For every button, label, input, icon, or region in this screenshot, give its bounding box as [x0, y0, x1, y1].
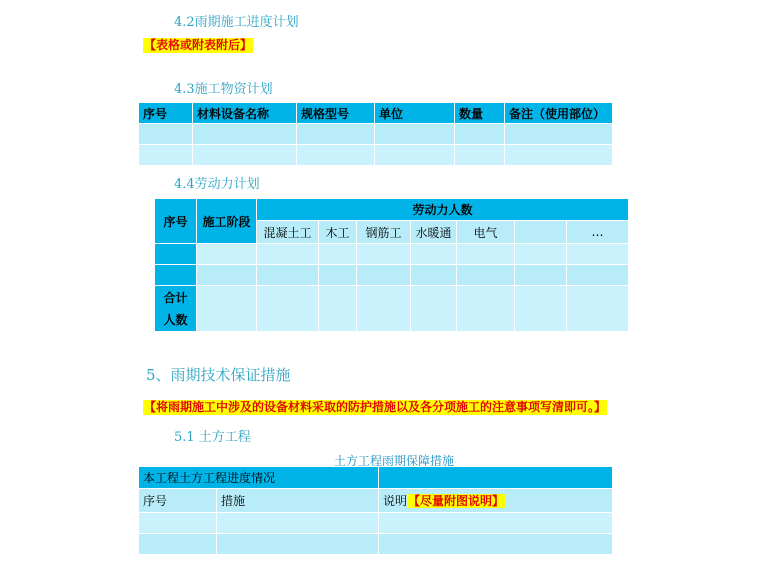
- progress-row: [139, 467, 613, 489]
- col-seq: 序号: [139, 103, 193, 124]
- trade-concrete: 混凝土工: [257, 221, 319, 244]
- section-4-4-title: 4.4劳动力计划: [174, 177, 260, 192]
- col-stage: 施工阶段: [197, 199, 257, 244]
- section-4-2-title: 4.2雨期施工进度计划: [174, 15, 299, 30]
- total-label-line1: 合计: [163, 290, 188, 305]
- materials-table: [138, 102, 613, 166]
- earthwork-table: [138, 466, 613, 555]
- labor-table: [154, 198, 629, 332]
- col-spec: 规格型号: [297, 103, 375, 124]
- trade-rebar: 钢筋工: [357, 221, 411, 244]
- progress-label: 本工程土方工程进度情况: [139, 467, 379, 489]
- section-5-1-title: 5.1 土方工程: [174, 430, 251, 445]
- labor-header-row: [155, 199, 629, 221]
- col-note: [379, 489, 613, 513]
- col-unit: 单位: [375, 103, 455, 124]
- section-5-note: 【将雨期施工中涉及的设备材料采取的防护措施以及各分项施工的注意事项写清即可。】: [144, 400, 607, 414]
- col-remark: 备注（使用部位）: [505, 103, 613, 124]
- col-material: 材料设备名称: [193, 103, 297, 124]
- table-row: [155, 265, 629, 286]
- total-row: [155, 286, 629, 332]
- section-5-title: 5、雨期技术保证措施: [146, 366, 291, 384]
- earthwork-header-row: [139, 489, 613, 513]
- col-labor-count: 劳动力人数: [257, 199, 629, 221]
- col-quantity: 数量: [455, 103, 505, 124]
- col-note-hint: 【尽量附图说明】: [408, 494, 505, 508]
- trade-hvac: 水暖通: [411, 221, 457, 244]
- col-seq: 序号: [155, 199, 197, 244]
- col-note-label: 说明: [383, 494, 408, 508]
- col-seq: 序号: [139, 489, 217, 513]
- total-label-line2: 人数: [163, 312, 188, 327]
- col-measure: 措施: [217, 489, 379, 513]
- earthwork-table-caption: 土方工程雨期保障措施: [334, 454, 455, 468]
- trade-electrical: 电气: [457, 221, 515, 244]
- table-row: [139, 513, 613, 534]
- materials-header-row: [139, 103, 613, 124]
- table-row: [139, 145, 613, 166]
- section-4-3-title: 4.3施工物资计划: [174, 82, 273, 97]
- total-label: [155, 286, 197, 332]
- trade-blank: [515, 221, 567, 244]
- trade-more: …: [567, 221, 629, 244]
- table-row: [139, 124, 613, 145]
- trade-carpentry: 木工: [319, 221, 357, 244]
- table-row: [155, 244, 629, 265]
- table-row: [139, 534, 613, 555]
- section-4-2-note: 【表格或附表附后】: [144, 38, 253, 52]
